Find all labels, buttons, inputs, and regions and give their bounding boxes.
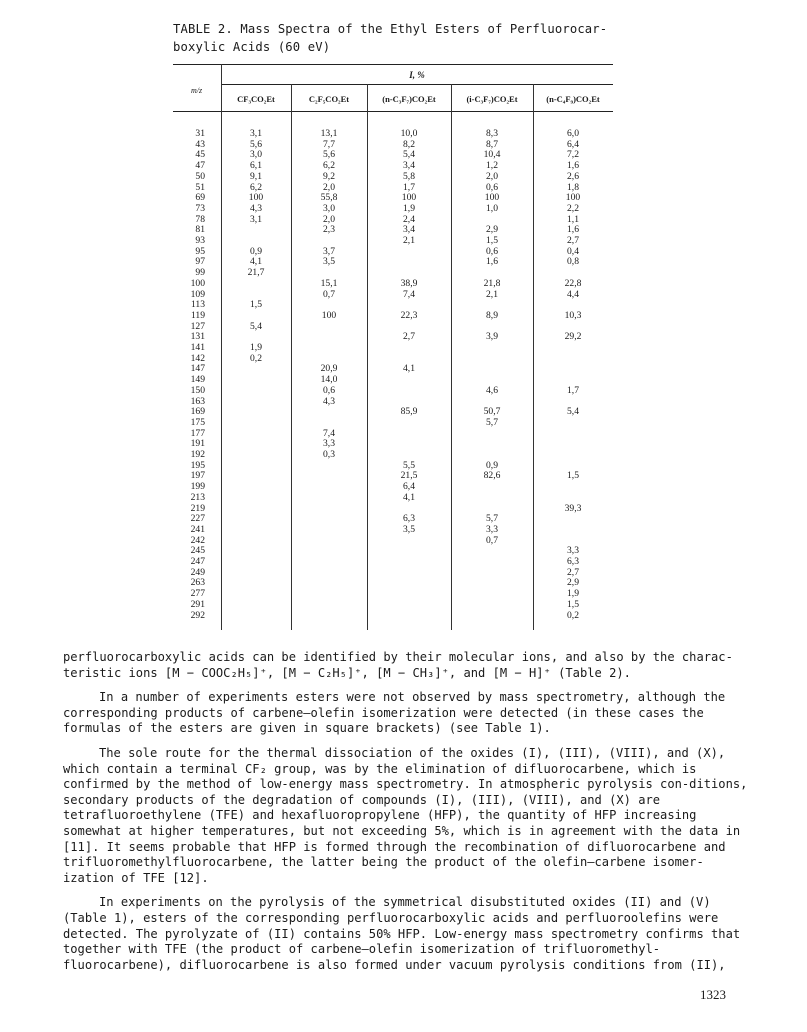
intensity-cell: 1,9 xyxy=(250,342,262,353)
intensity-cell: 5,4 xyxy=(567,406,579,418)
intensity-cell: 2,0 xyxy=(323,213,335,225)
mz-value: 149 xyxy=(190,374,205,386)
intensity-cell: 5,5 xyxy=(403,459,415,471)
intensity-cell: 4,1 xyxy=(403,491,415,503)
mz-value: 169 xyxy=(190,406,205,418)
mz-value: 150 xyxy=(190,384,205,396)
intensity-cell: 4,4 xyxy=(567,288,579,300)
intensity-cell: 6,3 xyxy=(567,556,579,567)
intensity-cell: 0,7 xyxy=(323,288,335,300)
mz-value: 97 xyxy=(195,256,205,268)
mz-value: 245 xyxy=(190,545,205,557)
mz-value: 249 xyxy=(190,566,205,578)
mz-value: 113 xyxy=(190,299,205,311)
column-header: (n-C₃F₇)CO₂Et xyxy=(382,94,436,104)
intensity-cell: 1,5 xyxy=(486,235,498,246)
header-bottom-rule xyxy=(173,111,613,112)
intensity-cell: 0,8 xyxy=(567,256,579,268)
intensity-cell: 1,2 xyxy=(486,160,498,172)
intensity-cell: 5,4 xyxy=(403,149,415,161)
intensity-cell: 10,3 xyxy=(564,309,582,321)
intensity-cell: 22,3 xyxy=(400,309,418,321)
intensity-cell: 100 xyxy=(401,192,417,204)
intensity-cell: 6,2 xyxy=(250,181,262,193)
intensity-cell: 2,6 xyxy=(567,170,579,182)
column-divider xyxy=(367,84,368,630)
caption-line-1: TABLE 2. Mass Spectra of the Ethyl Esters of Perfluorocar- xyxy=(173,22,608,36)
intensity-cell: 0,6 xyxy=(323,384,335,396)
table-caption xyxy=(173,20,633,56)
intensity-cell: 0,3 xyxy=(323,449,335,460)
intensity-cell: 2,3 xyxy=(323,224,335,236)
column-header: CF₃CO₂Et xyxy=(237,94,275,104)
intensity-cell: 100 xyxy=(484,192,500,204)
paragraph: The sole route for the thermal dissociation of the oxides (I), (III), (VIII), and (X), which contain a terminal CF₂ group, was by the elimination of difluorocarbene, which is confirmed by the method of low-energy mass spectrometry. In atmospheric pyrolysis con-ditions, secondary products of the degradation of compounds (I), (III), (VIII), and (X) are tetrafluoroethylene (TFE) and hexafluoropropylene (HFP), the quantity of HFP increasing somewhat at higher temperatures, but not exceeding 5%, which is in agreement with the data in [11]. It seems probable that HFP is formed through the recombination of difluorocarbene and trifluoromethylfluorocarbene, the latter being the product of the olefin–carbene isomer-ization of TFE [12]. xyxy=(63,745,748,885)
intensity-cell: 0,4 xyxy=(567,245,579,257)
intensity-cell: 0,7 xyxy=(486,534,498,546)
mz-value: 51 xyxy=(195,181,205,193)
paragraph: In experiments on the pyrolysis of the symmetrical disubstituted oxides (II) and (V) (Table 1), esters of the corresponding perfluorocarboxylic acids and perfluoroolefins were detected. The pyrolyzate of (II) contains 50% HFP. Low-energy mass spectrometry confirms that together with TFE (the product of carbene–olefin isomerization of trifluoromethyl-fluorocarbene), difluorocarbene is also formed under vacuum pyrolysis conditions from (II), xyxy=(63,895,741,972)
column-header: C₂F₅CO₂Et xyxy=(308,94,350,104)
intensity-cell: 1,8 xyxy=(567,181,579,193)
caption-line-2: boxylic Acids (60 eV) xyxy=(173,40,331,54)
column-divider xyxy=(533,84,534,630)
mz-value: 99 xyxy=(195,267,205,279)
page-number: 1323 xyxy=(700,987,726,1002)
intensity-cell: 1,6 xyxy=(567,160,579,172)
mz-value: 191 xyxy=(190,438,205,450)
intensity-cell: 3,3 xyxy=(486,523,498,535)
mz-value: 81 xyxy=(195,224,205,236)
intensity-cell: 5,6 xyxy=(323,149,335,161)
mz-value: 199 xyxy=(190,481,205,493)
intensity-cell: 6,4 xyxy=(403,481,415,493)
mz-value: 263 xyxy=(190,577,205,589)
intensity-cell: 8,9 xyxy=(486,309,498,321)
column-divider xyxy=(291,84,292,630)
intensity-cell: 85,9 xyxy=(400,406,418,418)
intensity-cell: 100 xyxy=(565,192,581,204)
column-divider xyxy=(451,84,452,630)
mz-value: 192 xyxy=(190,449,205,460)
intensity-cell: 8,7 xyxy=(486,138,498,150)
mz-value: 277 xyxy=(190,588,205,600)
mz-value: 195 xyxy=(190,459,205,471)
intensity-group-header: I, % xyxy=(409,70,425,80)
mz-value: 141 xyxy=(190,342,205,353)
intensity-cell: 39,3 xyxy=(564,502,582,514)
mz-value: 50 xyxy=(195,170,205,182)
intensity-cell: 10,0 xyxy=(400,128,418,139)
mz-column-header: m/z xyxy=(191,86,203,95)
intensity-cell: 7,4 xyxy=(403,288,415,300)
intensity-cell: 3,5 xyxy=(403,523,415,535)
intensity-cell: 3,4 xyxy=(403,224,415,236)
mz-value: 127 xyxy=(190,320,205,332)
intensity-cell: 50,7 xyxy=(483,406,501,418)
intensity-cell: 1,7 xyxy=(567,384,579,396)
intensity-cell: 38,9 xyxy=(400,277,418,289)
intensity-cell: 5,4 xyxy=(250,320,262,332)
article-body xyxy=(63,650,753,982)
intensity-cell: 6,4 xyxy=(567,138,579,150)
intensity-cell: 7,2 xyxy=(567,149,579,161)
intensity-cell: 22,8 xyxy=(564,277,582,289)
intensity-cell: 8,3 xyxy=(486,128,498,139)
intensity-cell: 55,8 xyxy=(320,192,338,204)
intensity-cell: 2,7 xyxy=(567,566,579,578)
column-header: (i-C₃F₇)CO₂Et xyxy=(466,94,518,104)
intensity-cell: 5,8 xyxy=(403,170,415,182)
intensity-cell: 4,1 xyxy=(250,256,262,268)
intensity-cell: 1,6 xyxy=(567,224,579,236)
mz-value: 131 xyxy=(190,331,205,343)
mz-value: 163 xyxy=(190,395,205,407)
mz-column-divider xyxy=(221,64,222,630)
mz-value: 142 xyxy=(190,352,205,364)
intensity-cell: 4,1 xyxy=(403,363,415,375)
mz-value: 242 xyxy=(190,534,205,546)
intensity-cell: 3,1 xyxy=(250,128,262,139)
mz-value: 227 xyxy=(190,513,205,525)
intensity-cell: 5,7 xyxy=(486,416,498,428)
intensity-cell: 4,6 xyxy=(486,384,498,396)
mz-value: 69 xyxy=(195,192,205,204)
intensity-cell: 21,7 xyxy=(247,267,265,279)
intensity-cell: 0,6 xyxy=(486,245,498,257)
intensity-cell: 3,5 xyxy=(323,256,335,268)
mz-value: 247 xyxy=(190,556,205,567)
intensity-cell: 3,0 xyxy=(323,202,335,214)
mz-value: 78 xyxy=(195,213,205,225)
intensity-cell: 15,1 xyxy=(320,277,338,289)
intensity-cell: 100 xyxy=(321,309,337,321)
intensity-cell: 7,7 xyxy=(323,138,335,150)
paragraph: In a number of experiments esters were not observed by mass spectrometry, although the corresponding products of carbene–olefin isomerization were detected (in these cases the formulas of the esters are given in square brackets) (see Table 1). xyxy=(63,690,726,736)
mz-value: 31 xyxy=(195,128,205,139)
intensity-cell: 3,7 xyxy=(323,245,335,257)
intensity-cell: 2,1 xyxy=(403,235,415,246)
intensity-cell: 7,4 xyxy=(323,427,335,439)
intensity-cell: 2,9 xyxy=(567,577,579,589)
paragraph: perfluorocarboxylic acids can be identified by their molecular ions, and also by the charac-teristic ions [M − COOC₂H₅]⁺, [M − C₂H₅]⁺, [M − CH₃]⁺, and [M − H]⁺ (Table 2). xyxy=(63,650,733,680)
intensity-cell: 0,6 xyxy=(486,181,498,193)
intensity-cell: 1,0 xyxy=(486,202,498,214)
intensity-cell: 4,3 xyxy=(323,395,335,407)
mz-value: 109 xyxy=(190,288,205,300)
intensity-cell: 2,1 xyxy=(486,288,498,300)
mz-value: 292 xyxy=(190,609,205,621)
intensity-cell: 6,1 xyxy=(250,160,262,172)
intensity-cell: 1,9 xyxy=(403,202,415,214)
intensity-cell: 3,4 xyxy=(403,160,415,172)
intensity-cell: 2,7 xyxy=(567,235,579,246)
intensity-cell: 10,4 xyxy=(483,149,501,161)
intensity-cell: 21,5 xyxy=(400,470,418,482)
intensity-cell: 1,6 xyxy=(486,256,498,268)
mz-value: 175 xyxy=(190,416,205,428)
column-header: (n-C₄F₉)CO₂Et xyxy=(546,94,600,104)
mz-value: 95 xyxy=(195,245,205,257)
intensity-cell: 8,2 xyxy=(403,138,415,150)
intensity-cell: 3,0 xyxy=(250,149,262,161)
intensity-cell: 4,3 xyxy=(250,202,262,214)
intensity-cell: 9,1 xyxy=(250,170,262,182)
mz-value: 43 xyxy=(195,138,205,150)
intensity-cell: 3,9 xyxy=(486,331,498,343)
mz-value: 147 xyxy=(190,363,205,375)
intensity-cell: 20,9 xyxy=(320,363,338,375)
intensity-cell: 1,5 xyxy=(250,299,262,311)
intensity-cell: 2,7 xyxy=(403,331,415,343)
mz-value: 73 xyxy=(195,202,205,214)
intensity-cell: 1,5 xyxy=(567,470,579,482)
intensity-cell: 6,0 xyxy=(567,128,579,139)
mass-spectra-table xyxy=(173,64,613,630)
intensity-cell: 14,0 xyxy=(320,374,338,386)
mz-value: 93 xyxy=(195,235,205,246)
intensity-cell: 2,4 xyxy=(403,213,415,225)
intensity-cell: 2,2 xyxy=(567,202,579,214)
table-top-rule xyxy=(173,64,613,65)
intensity-cell: 3,3 xyxy=(323,438,335,450)
intensity-cell: 3,3 xyxy=(567,545,579,557)
intensity-cell: 82,6 xyxy=(483,470,501,482)
mz-value: 119 xyxy=(190,309,205,321)
group-header-rule xyxy=(221,84,613,85)
intensity-cell: 9,2 xyxy=(323,170,335,182)
intensity-cell: 5,6 xyxy=(250,138,262,150)
intensity-cell: 6,2 xyxy=(323,160,335,172)
intensity-cell: 0,2 xyxy=(567,609,579,621)
mz-value: 213 xyxy=(190,491,205,503)
intensity-cell: 1,7 xyxy=(403,181,415,193)
intensity-cell: 0,2 xyxy=(250,352,262,364)
intensity-cell: 2,0 xyxy=(486,170,498,182)
intensity-cell: 1,9 xyxy=(567,588,579,600)
intensity-cell: 5,7 xyxy=(486,513,498,525)
intensity-cell: 2,9 xyxy=(486,224,498,236)
intensity-cell: 2,0 xyxy=(323,181,335,193)
intensity-cell: 3,1 xyxy=(250,213,262,225)
mz-value: 47 xyxy=(195,160,205,172)
intensity-cell: 21,8 xyxy=(483,277,501,289)
mz-value: 45 xyxy=(195,149,205,161)
mz-value: 219 xyxy=(190,502,205,514)
intensity-cell: 29,2 xyxy=(564,331,582,343)
mz-value: 197 xyxy=(190,470,205,482)
intensity-cell: 100 xyxy=(248,192,264,204)
mz-value: 177 xyxy=(190,427,205,439)
intensity-cell: 13,1 xyxy=(320,128,338,139)
intensity-cell: 0,9 xyxy=(486,459,498,471)
mz-value: 241 xyxy=(190,523,205,535)
intensity-cell: 1,5 xyxy=(567,598,579,610)
intensity-cell: 0,9 xyxy=(250,245,262,257)
mz-value: 291 xyxy=(190,598,205,610)
mz-value: 100 xyxy=(190,277,205,289)
intensity-cell: 6,3 xyxy=(403,513,415,525)
intensity-cell: 1,1 xyxy=(567,213,579,225)
